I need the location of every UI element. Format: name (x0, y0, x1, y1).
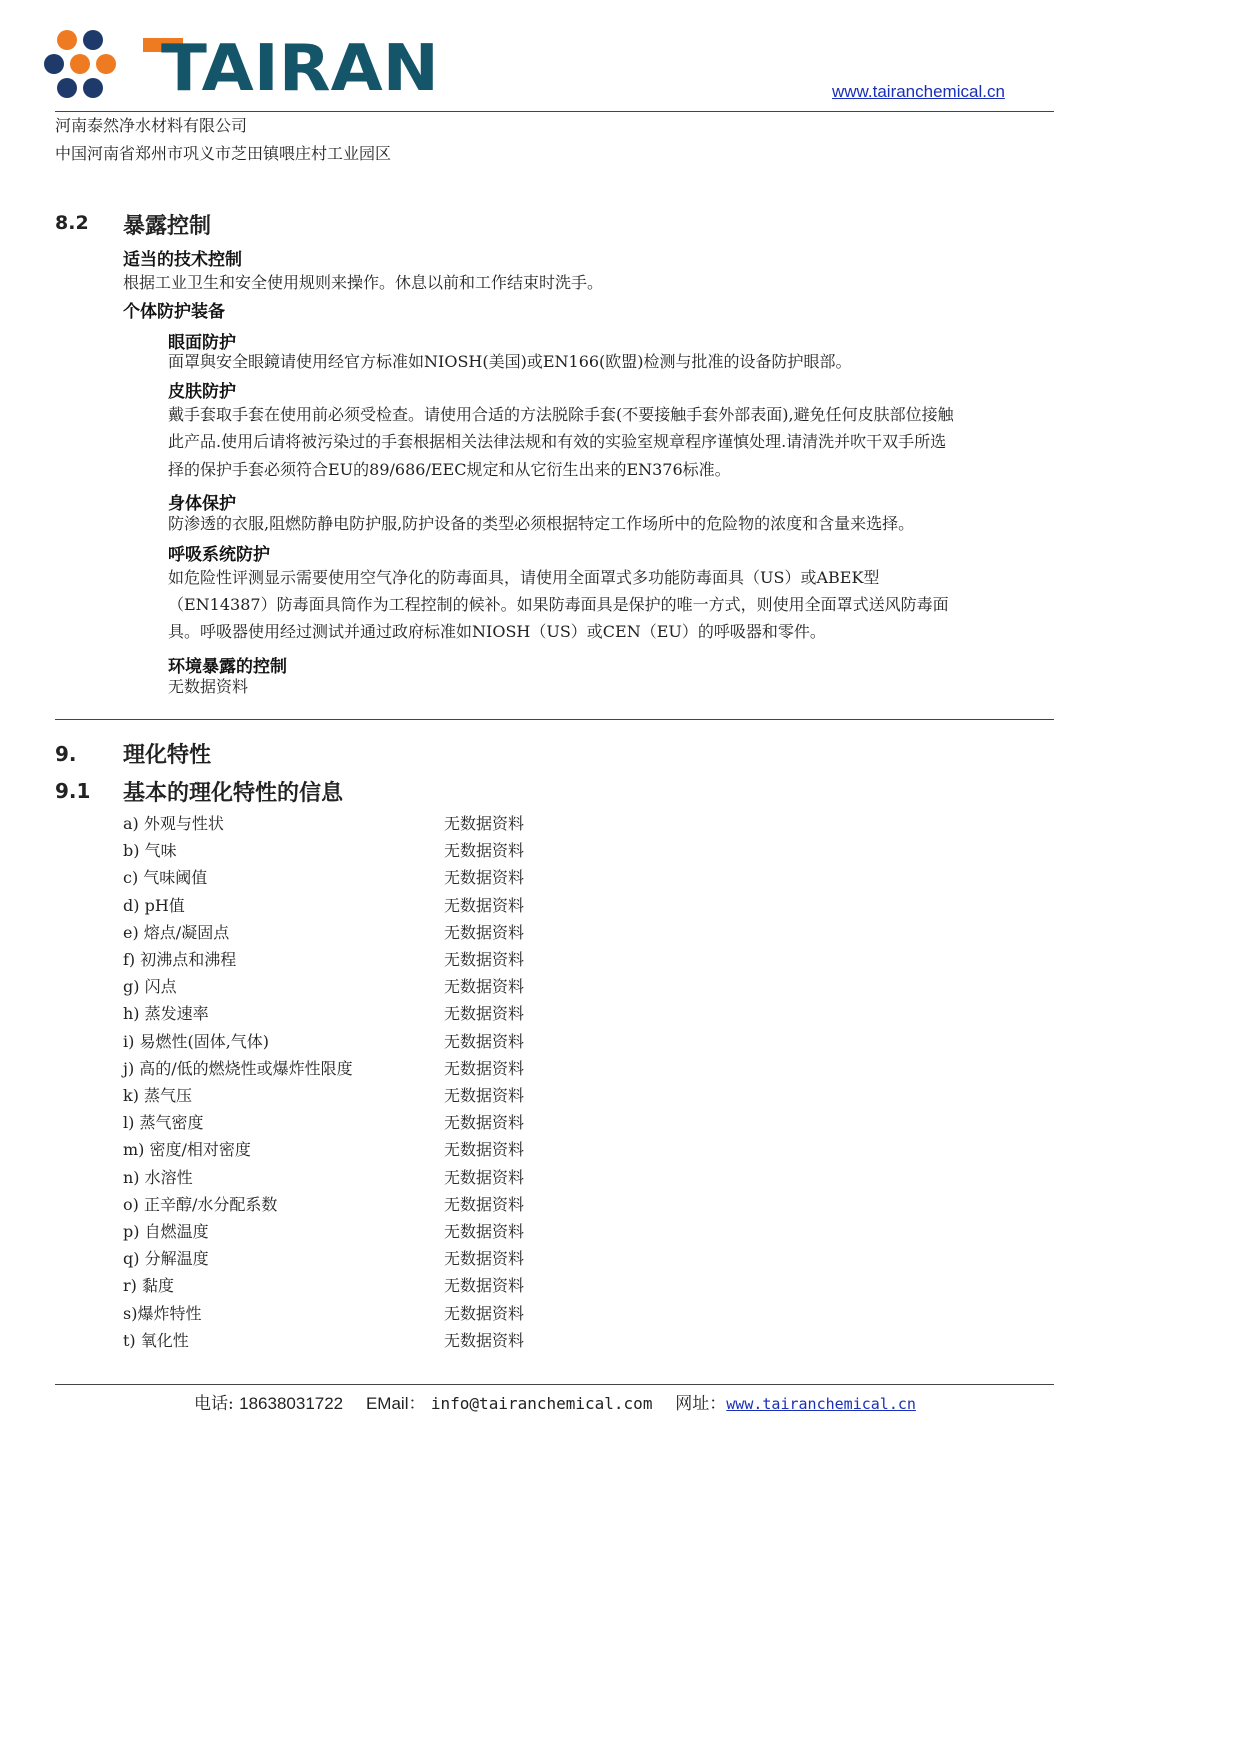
property-value: 无数据资料 (444, 1276, 525, 1296)
phone-number: 18638031722 (239, 1394, 344, 1413)
section-divider (55, 719, 1054, 720)
property-value: 无数据资料 (444, 922, 525, 942)
property-label: c) 气味阈值 (123, 868, 208, 888)
property-label: r) 黏度 (123, 1276, 174, 1296)
skin-protection-line: 此产品.使用后请将被污染过的手套根据相关法律法规和有效的实验室规章程序谨慎处理.请清洗并吹干双手所选 (168, 432, 947, 451)
tairan-wordmark (143, 36, 443, 94)
section-9-1-title: 基本的理化特性的信息 (123, 781, 344, 806)
skin-protection-title: 皮肤防护 (168, 382, 236, 402)
section-9-number: 9. (55, 742, 77, 766)
eye-protection-title: 眼面防护 (168, 333, 236, 353)
property-label: f) 初沸点和沸程 (123, 950, 237, 969)
property-row (123, 893, 723, 920)
property-label: a) 外观与性状 (123, 814, 224, 833)
section-9-title: 理化特性 (123, 743, 212, 768)
email-label: EMail： (365, 1394, 426, 1413)
property-row (123, 1219, 723, 1246)
body-protection-title: 身体保护 (168, 494, 236, 514)
tairan-logo-icon (40, 26, 130, 104)
property-value: 无数据资料 (444, 1031, 525, 1051)
section-8-2-title: 暴露控制 (123, 214, 212, 239)
skin-protection-line: 择的保护手套必须符合EU的89/686/EEC规定和从它衍生出来的EN376标准。 (168, 460, 731, 479)
property-value: 无数据资料 (444, 1086, 525, 1105)
property-row (123, 1273, 723, 1300)
property-row (123, 1001, 723, 1028)
respiratory-protection-line: 具。呼吸器使用经过测试并通过政府标准如NIOSH（US）或CEN（EU）的呼吸器和零件。 (168, 622, 826, 641)
property-label: b) 气味 (123, 841, 177, 861)
eye-protection-text: 面罩與安全眼鏡请使用经官方标准如NIOSH(美国)或EN166(欧盟)检测与批准的设备防护眼部。 (168, 352, 852, 371)
respiratory-protection-line: （EN14387）防毒面具筒作为工程控制的候补。如果防毒面具是保护的唯一方式，则使用全面罩式送风防毒面 (168, 595, 949, 614)
property-row (123, 947, 723, 974)
property-value: 无数据资料 (444, 868, 525, 888)
skin-protection-line: 戴手套取手套在使用前必须受检查。请使用合适的方法脱除手套(不要接触手套外部表面),避免任何皮肤部位接触 (168, 405, 954, 424)
property-value: 无数据资料 (444, 841, 525, 861)
property-label: h) 蒸发速率 (123, 1004, 209, 1024)
property-row (123, 1301, 723, 1328)
ppe-title: 个体防护装备 (123, 302, 225, 322)
property-value: 无数据资料 (444, 1303, 525, 1323)
respiratory-protection-title: 呼吸系统防护 (168, 545, 270, 565)
company-name: 河南泰然净水材料有限公司 (55, 116, 248, 135)
property-row (123, 1083, 723, 1110)
property-label: i) 易燃性(固体,气体) (123, 1031, 270, 1051)
web-label: 网址： (675, 1394, 727, 1414)
footer-divider (55, 1384, 1054, 1385)
respiratory-protection-line: 如危险性评测显示需要使用空气净化的防毒面具，请使用全面罩式多功能防毒面具（US）或ABEK型 (168, 568, 880, 587)
property-row (123, 1029, 723, 1056)
property-value: 无数据资料 (444, 1194, 525, 1214)
property-value: 无数据资料 (444, 977, 525, 997)
property-label: m) 密度/相对密度 (123, 1140, 251, 1160)
property-row (123, 1110, 723, 1137)
property-label: p) 自燃温度 (123, 1222, 209, 1241)
property-label: g) 闪点 (123, 977, 177, 997)
environmental-exposure-title: 环境暴露的控制 (168, 657, 287, 677)
tech-control-text: 根据工业卫生和安全使用规则来操作。休息以前和工作结束时洗手。 (123, 273, 604, 292)
tech-control-title: 适当的技术控制 (123, 250, 242, 270)
property-value: 无数据资料 (444, 950, 525, 969)
property-row (123, 1137, 723, 1164)
company-address: 中国河南省郑州市巩义市芝田镇喂庄村工业园区 (55, 144, 392, 163)
environmental-exposure-text: 无数据资料 (168, 677, 249, 696)
property-row (123, 838, 723, 865)
property-value: 无数据资料 (444, 1004, 525, 1024)
website-link-footer[interactable]: www.tairanchemical.cn (726, 1395, 916, 1413)
section-9-1-number: 9.1 (55, 779, 91, 803)
email-address[interactable]: info@tairanchemical.com (430, 1394, 653, 1413)
property-value: 无数据资料 (444, 1167, 525, 1187)
property-label: l) 蒸气密度 (123, 1113, 204, 1133)
website-link-header[interactable]: www.tairanchemical.cn (832, 82, 1005, 101)
property-value: 无数据资料 (444, 1058, 525, 1078)
property-value: 无数据资料 (444, 1113, 525, 1133)
brand-name: TAIRAN (161, 36, 439, 94)
property-row (123, 1192, 723, 1219)
property-label: e) 熔点/凝固点 (123, 922, 230, 942)
property-row (123, 920, 723, 947)
property-label: n) 水溶性 (123, 1167, 193, 1187)
property-value: 无数据资料 (444, 1249, 525, 1269)
property-row (123, 974, 723, 1001)
property-value: 无数据资料 (444, 814, 525, 833)
property-row (123, 1056, 723, 1083)
property-label: t) 氧化性 (123, 1330, 189, 1350)
property-label: d) pH值 (123, 895, 185, 915)
property-value: 无数据资料 (444, 895, 525, 915)
property-label: s)爆炸特性 (123, 1303, 202, 1323)
property-label: j) 高的/低的燃烧性或爆炸性限度 (123, 1058, 353, 1078)
property-label: o) 正辛醇/水分配系数 (123, 1194, 278, 1214)
property-value: 无数据资料 (444, 1330, 525, 1350)
property-value: 无数据资料 (444, 1222, 525, 1241)
property-row (123, 865, 723, 892)
property-value: 无数据资料 (444, 1140, 525, 1160)
footer-contact (194, 1389, 916, 1414)
property-row (123, 1328, 723, 1355)
property-label: q) 分解温度 (123, 1249, 209, 1269)
property-row (123, 811, 723, 838)
property-row (123, 1165, 723, 1192)
phone-label: 电话: (194, 1394, 234, 1414)
property-row (123, 1246, 723, 1273)
section-8-2-number: 8.2 (55, 212, 89, 234)
property-label: k) 蒸气压 (123, 1086, 193, 1105)
body-protection-text: 防渗透的衣服,阻燃防静电防护服,防护设备的类型必须根据特定工作场所中的危险物的浓度和含量来选择。 (168, 514, 915, 533)
